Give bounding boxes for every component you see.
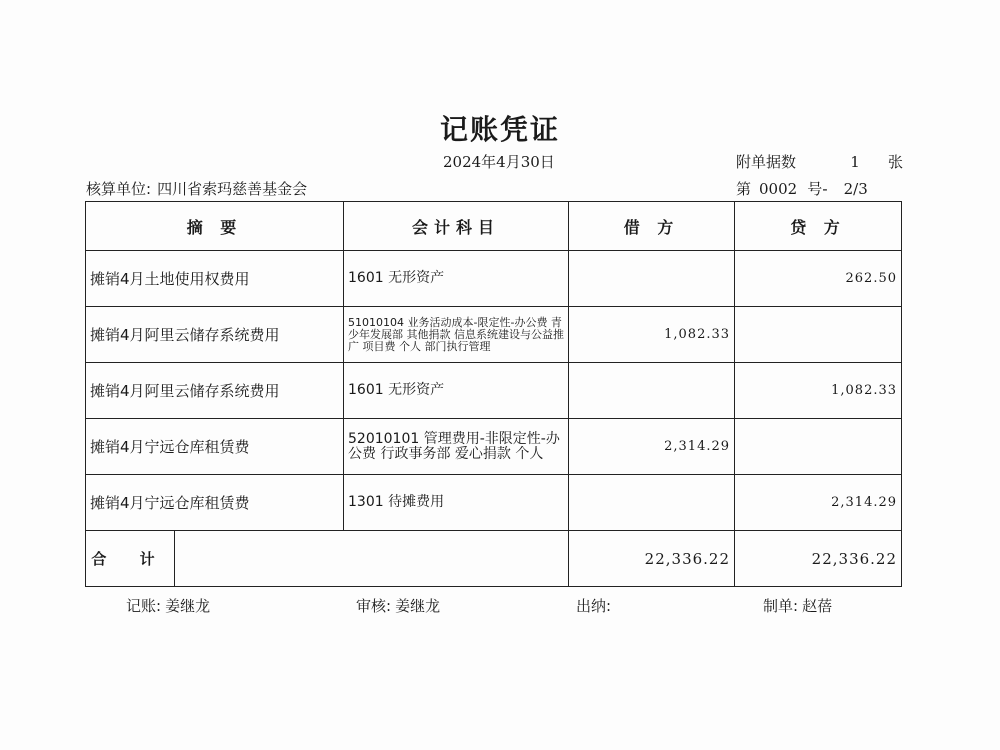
bookkeeper-signature xyxy=(126,595,210,616)
cashier-signature xyxy=(576,595,615,616)
row-summary: 摊销4月土地使用权费用 xyxy=(86,251,344,307)
row-summary: 摊销4月宁远仓库租赁费 xyxy=(86,475,344,531)
attachment-number: 1 xyxy=(850,153,860,171)
column-account-header: 会计科目 xyxy=(344,202,569,251)
total-label: 合 计 xyxy=(86,531,175,587)
row-account: 51010104 业务活动成本-限定性-办公费 青少年发展部 其他捐款 信息系统建设与公益推广 项目费 个人 部门执行管理 xyxy=(344,307,569,363)
total-credit: 22,336.22 xyxy=(735,531,902,587)
row-credit: 2,314.29 xyxy=(735,475,902,531)
table-header-row xyxy=(86,202,902,251)
row-account: 1601 无形资产 xyxy=(344,251,569,307)
voucher-title: 记账凭证 xyxy=(439,113,560,146)
row-debit xyxy=(569,251,735,307)
row-account: 1301 待摊费用 xyxy=(344,475,569,531)
preparer-label: 制单: xyxy=(763,597,799,615)
accounting-unit-label: 核算单位: xyxy=(86,180,152,198)
voucher-page-index: 2/3 xyxy=(843,180,868,198)
row-summary: 摊销4月阿里云储存系统费用 xyxy=(86,307,344,363)
table-row xyxy=(86,363,902,419)
attachment-count xyxy=(736,151,903,172)
row-debit: 2,314.29 xyxy=(569,419,735,475)
table-row xyxy=(86,251,902,307)
total-blank-cell xyxy=(175,531,569,587)
attachment-label: 附单据数 xyxy=(736,153,797,171)
row-credit xyxy=(735,419,902,475)
row-summary: 摊销4月宁远仓库租赁费 xyxy=(86,419,344,475)
row-debit: 1,082.33 xyxy=(569,307,735,363)
voucher-number-suffix: 号- xyxy=(807,180,828,198)
cashier-label: 出纳: xyxy=(576,597,612,615)
reviewer-signature xyxy=(356,595,440,616)
preparer-name: 赵蓓 xyxy=(802,597,833,615)
bookkeeper-name: 姜继龙 xyxy=(165,597,211,615)
total-row xyxy=(86,531,902,587)
reviewer-name: 姜继龙 xyxy=(395,597,441,615)
voucher-table xyxy=(85,201,902,587)
table-row xyxy=(86,419,902,475)
voucher-number-value: 0002 xyxy=(759,180,798,198)
row-account: 52010101 管理费用-非限定性-办公费 行政事务部 爱心捐款 个人 xyxy=(344,419,569,475)
row-debit xyxy=(569,475,735,531)
bookkeeper-label: 记账: xyxy=(126,597,162,615)
preparer-signature xyxy=(763,595,832,616)
accounting-unit xyxy=(86,178,307,199)
row-credit xyxy=(735,307,902,363)
accounting-unit-name: 四川省索玛慈善基金会 xyxy=(157,180,308,198)
voucher-date: 2024年4月30日 xyxy=(443,153,555,171)
column-credit-header: 贷 方 xyxy=(735,202,902,251)
voucher-number xyxy=(736,178,868,199)
column-debit-header: 借 方 xyxy=(569,202,735,251)
total-debit: 22,336.22 xyxy=(569,531,735,587)
row-summary: 摊销4月阿里云储存系统费用 xyxy=(86,363,344,419)
row-credit: 1,082.33 xyxy=(735,363,902,419)
row-debit xyxy=(569,363,735,419)
table-row xyxy=(86,475,902,531)
attachment-unit: 张 xyxy=(888,153,904,171)
table-row xyxy=(86,307,902,363)
voucher-number-prefix: 第 xyxy=(736,180,752,198)
column-summary-header: 摘 要 xyxy=(86,202,344,251)
reviewer-label: 审核: xyxy=(356,597,392,615)
row-account: 1601 无形资产 xyxy=(344,363,569,419)
row-credit: 262.50 xyxy=(735,251,902,307)
